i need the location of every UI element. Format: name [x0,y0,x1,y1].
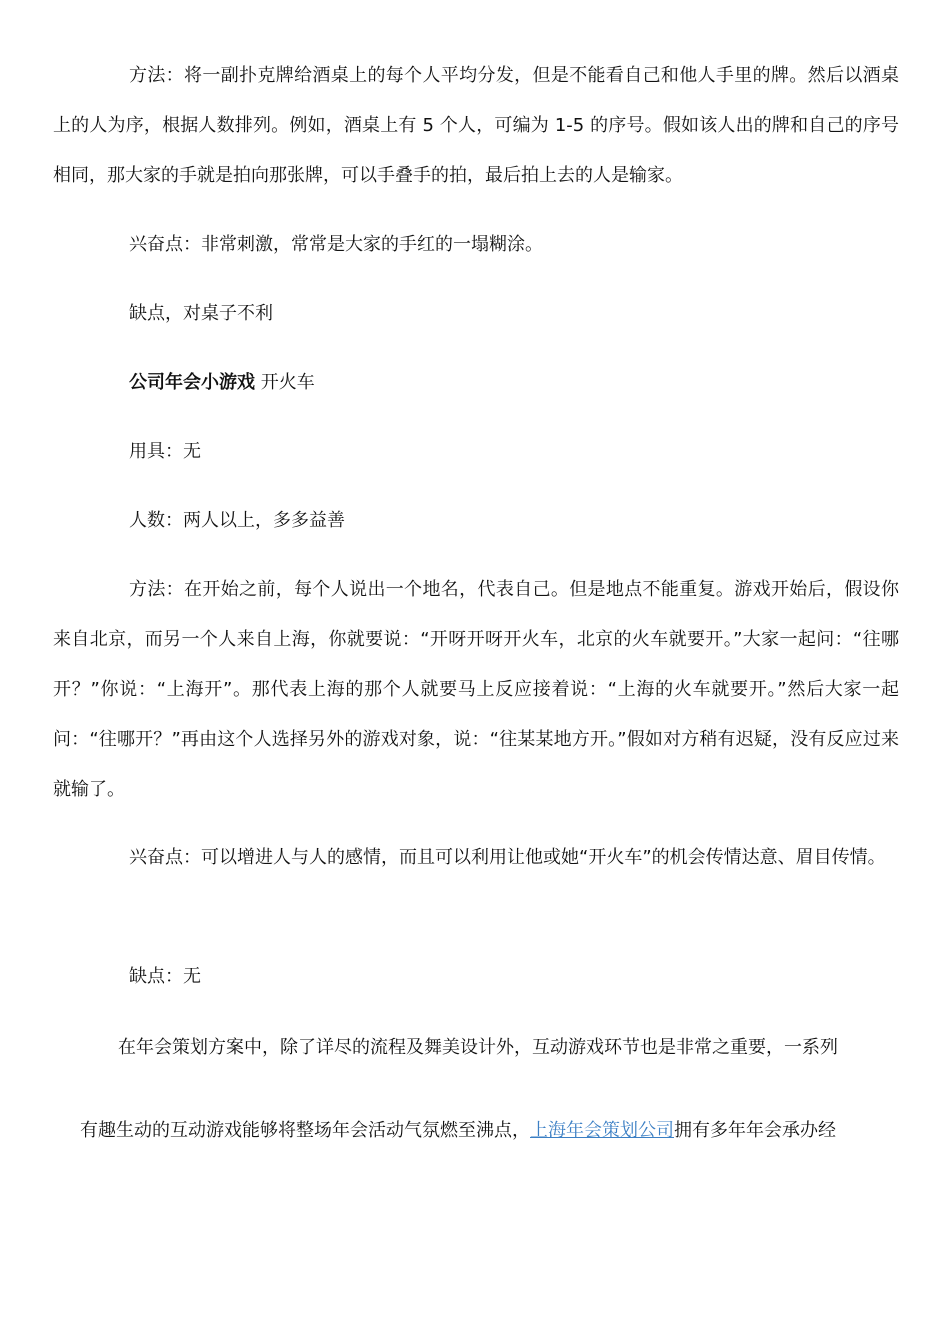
game1-method-paragraph: 方法：将一副扑克牌给酒桌上的每个人平均分发，但是不能看自己和他人手里的牌。然后以酒桌上的人为序，根据人数排列。例如，酒桌上有 5 个人，可编为 1-5 的序号。假如该人出的牌和自己的序号相同，那大家的手就是拍向那张牌，可以手叠手的拍，最后拍上去的人是输家。 [53,65,899,186]
closing-line-2 [80,1117,836,1145]
game2-title [53,358,899,408]
game2-tools-paragraph: 用具：无 [129,441,201,462]
game1-drawback-paragraph: 缺点，对桌子不利 [129,303,273,324]
closing-line-2-start: 有趣生动的互动游戏能够将整场年会活动气氛燃至沸点， [80,1120,530,1141]
game2-drawback-paragraph: 缺点：无 [129,966,201,987]
game2-title-bold: 公司年会小游戏 [129,372,255,393]
game1-excitement-paragraph: 兴奋点：非常刺激，常常是大家的手红的一塌糊涂。 [129,234,543,255]
closing-line-1: 在年会策划方案中，除了详尽的流程及舞美设计外，互动游戏环节也是非常之重要，一系列 [118,1037,838,1058]
game2-excitement-paragraph: 兴奋点：可以增进人与人的感情，而且可以利用让他或她“开火车”的机会传情达意、眉目传情。 [129,847,886,868]
game2-method-paragraph: 方法：在开始之前，每个人说出一个地名，代表自己。但是地点不能重复。游戏开始后，假设你来自北京，而另一个人来自上海，你就要说：“开呀开呀开火车，北京的火车就要开。”大家一起问：“往哪开？”你说：“上海开”。那代表上海的那个人就要马上反应接着说：“上海的火车就要开。”然后大家一起问：“往哪开？”再由这个人选择另外的游戏对象，说：“往某某地方开。”假如对方稍有迟疑，没有反应过来就输了。 [53,579,899,800]
game2-title-name: 开火车 [255,372,315,393]
game2-players-paragraph: 人数：两人以上，多多益善 [129,510,345,531]
closing-line-2-end: 拥有多年年会承办经 [674,1120,836,1141]
planning-company-link[interactable]: 上海年会策划公司 [530,1120,674,1141]
